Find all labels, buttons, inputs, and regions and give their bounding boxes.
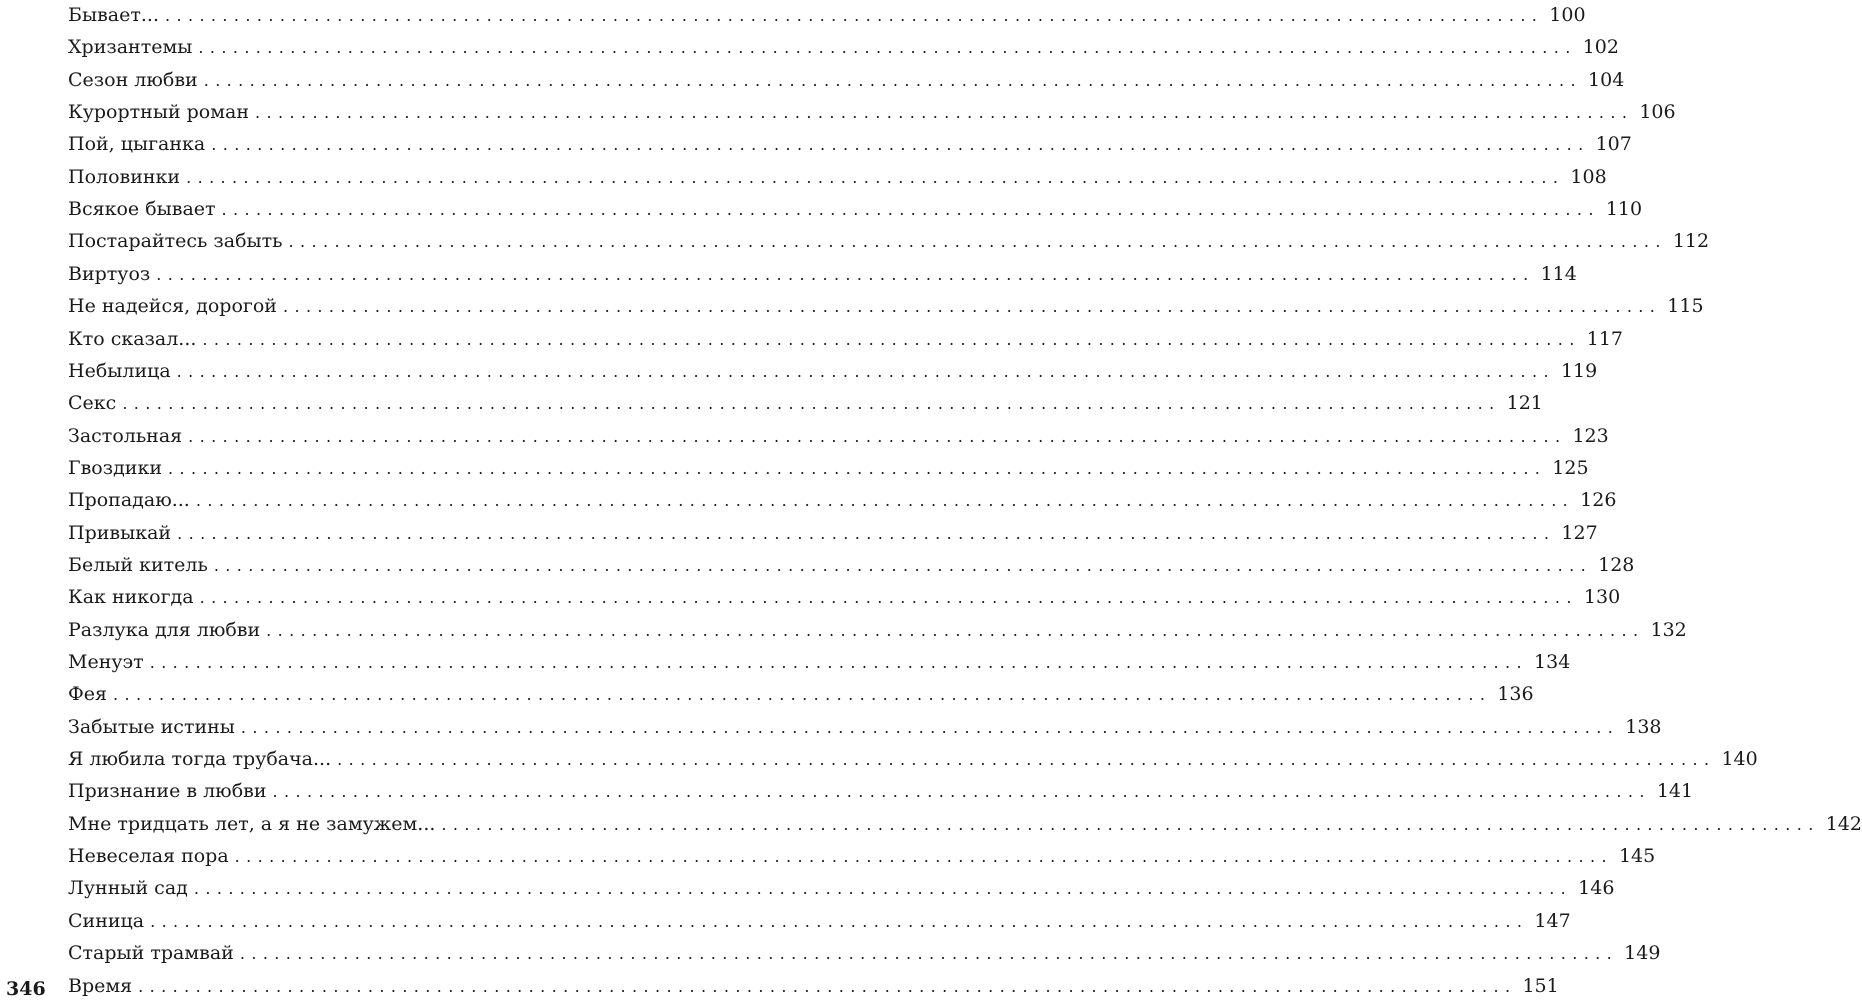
toc-entry-page: 134	[1534, 651, 1571, 673]
toc-entry-page: 121	[1506, 392, 1543, 415]
toc-entry-page: 123	[1572, 424, 1609, 447]
toc-entry-page: 147	[1534, 909, 1571, 932]
toc-entry-title: Курортный роман	[68, 101, 250, 124]
toc-entry-title: Время	[68, 974, 133, 997]
toc-entry	[68, 743, 1758, 775]
toc-entry	[68, 581, 1621, 613]
toc-entry-page: 107	[1595, 133, 1632, 156]
toc-entry	[68, 258, 1577, 290]
dot-leader: ........................................................................................................................	[203, 70, 1583, 90]
dot-leader: ........................................................................................................................	[266, 620, 1645, 640]
toc-entry-title: Признание в любви	[68, 780, 267, 803]
toc-entry	[68, 937, 1661, 969]
toc-entry-title: Всякое бывает	[68, 198, 216, 221]
toc-entry	[68, 484, 1617, 516]
dot-leader: ........................................................................................................................	[156, 264, 1535, 284]
toc-entry-page: 125	[1552, 456, 1589, 479]
toc-entry	[68, 225, 1710, 257]
toc-entry-title: Пропадаю...	[68, 489, 190, 512]
toc-entry-page: 138	[1625, 715, 1662, 738]
dot-leader: ........................................................................................................................	[167, 458, 1547, 478]
toc-entry-title: Виртуоз	[68, 262, 151, 285]
toc-entry-page: 140	[1721, 748, 1758, 771]
dot-leader: ........................................................................................................................	[176, 361, 1555, 381]
toc-entry-title: Менуэт	[68, 651, 144, 673]
toc-entry-title: Я любила тогда трубача...	[68, 748, 332, 771]
toc-entry	[68, 775, 1694, 807]
toc-entry	[68, 549, 1635, 581]
toc-entry	[68, 64, 1625, 96]
toc-entry-page: 106	[1639, 101, 1676, 124]
dot-leader: ........................................................................................................................	[221, 200, 1600, 220]
toc-entry-title: Сезон любви	[68, 68, 198, 91]
toc-entry-page: 102	[1582, 36, 1619, 59]
toc-entry-title: Лунный сад	[68, 877, 188, 900]
toc-entry-page: 127	[1561, 521, 1598, 544]
toc-entry	[68, 872, 1615, 904]
dot-leader: ........................................................................................................................	[177, 523, 1556, 543]
toc-entry-title: Белый китель	[68, 553, 208, 576]
dot-leader: ........................................................................................................................	[288, 232, 1667, 252]
dot-leader: ........................................................................................................................	[188, 426, 1567, 446]
toc-entry-page: 128	[1598, 553, 1635, 576]
toc-entry-title: Половинки	[68, 165, 181, 188]
toc-entry	[68, 323, 1623, 355]
toc-entry-title: Привыкай	[68, 521, 172, 544]
dot-leader: ........................................................................................................................	[199, 588, 1578, 608]
dot-leader: ........................................................................................................................	[213, 555, 1593, 575]
toc-entry	[68, 420, 1609, 452]
dot-leader: ........................................................................................................................	[211, 135, 1590, 155]
toc-entry	[68, 161, 1607, 193]
toc-entry-page: 104	[1588, 68, 1625, 91]
toc-entry-page: 114	[1540, 262, 1577, 285]
dot-leader: ........................................................................................................................	[150, 911, 1529, 931]
toc-entry-title: Кто сказал...	[68, 327, 197, 350]
dot-leader: ........................................................................................................................	[193, 879, 1573, 899]
toc-entry-title: Невеселая пора	[68, 845, 229, 868]
dot-leader: ........................................................................................................................	[337, 750, 1716, 770]
toc-entry-page: 117	[1586, 327, 1623, 350]
toc-entry-page: 100	[1549, 4, 1586, 26]
toc-entry	[68, 290, 1704, 322]
dot-leader: ........................................................................................................................	[240, 717, 1620, 737]
toc-entry-title: Постарайтесь забыть	[68, 230, 283, 253]
toc-entry-page: 151	[1522, 974, 1559, 997]
dot-leader: ........................................................................................................................	[122, 394, 1501, 414]
toc-entry-title: Не надейся, дорогой	[68, 295, 277, 318]
page-number: 346	[6, 978, 46, 1000]
toc-entry	[68, 678, 1534, 710]
dot-leader: ........................................................................................................................	[234, 847, 1613, 867]
toc-entry-page: 115	[1667, 295, 1704, 318]
toc-entry	[68, 840, 1656, 872]
dot-leader: ........................................................................................................................	[441, 814, 1820, 834]
toc-entry-page: 136	[1497, 683, 1534, 706]
toc-entry	[68, 711, 1662, 743]
toc-entry-page: 132	[1650, 618, 1687, 641]
dot-leader: ........................................................................................................................	[113, 685, 1492, 705]
toc-entry	[68, 970, 1559, 1002]
toc-entry-title: Гвоздики	[68, 456, 162, 479]
toc-entry-title: Забытые истины	[68, 715, 235, 738]
toc-entry-page: 130	[1583, 586, 1621, 609]
toc-entry-page: 142	[1825, 812, 1862, 835]
dot-leader: ........................................................................................................................	[255, 103, 1634, 123]
toc-entry-page: 146	[1578, 877, 1615, 900]
toc-entry	[68, 31, 1619, 63]
dot-leader: ........................................................................................................................	[202, 329, 1581, 349]
dot-leader: ........................................................................................................................	[239, 944, 1619, 964]
toc-entry	[68, 96, 1676, 128]
toc-entry-page: 119	[1560, 359, 1598, 382]
toc-entry-title: Застольная	[68, 424, 183, 447]
dot-leader: ........................................................................................................................	[282, 297, 1662, 317]
toc-entry	[68, 0, 1586, 31]
toc-entry-page: 141	[1656, 780, 1694, 803]
toc-entry-title: Старый трамвай	[68, 942, 234, 965]
dot-leader: ........................................................................................................................	[164, 6, 1544, 25]
toc-entry-page: 110	[1605, 198, 1643, 221]
dot-leader: ........................................................................................................................	[138, 976, 1517, 996]
dot-leader: ........................................................................................................................	[149, 653, 1529, 672]
toc-entry-title: Пой, цыганка	[68, 133, 206, 156]
dot-leader: ........................................................................................................................	[186, 167, 1565, 187]
toc-entry	[68, 193, 1643, 225]
toc-entry-title: Небылица	[68, 359, 171, 382]
toc-entry-page: 149	[1624, 942, 1661, 965]
toc-entry	[68, 614, 1687, 646]
dot-leader: ........................................................................................................................	[195, 491, 1575, 511]
toc-entry-title: Фея	[68, 683, 108, 706]
toc-entry	[68, 808, 1862, 840]
toc-entry	[68, 387, 1543, 419]
toc-entry	[68, 517, 1598, 549]
toc-entry-title: Мне тридцать лет, а я не замужем...	[68, 812, 436, 835]
toc-entry-title: Секс	[68, 392, 117, 415]
toc-entry-title: Бывает...	[68, 4, 159, 26]
toc-entry-title: Синица	[68, 909, 145, 932]
dot-leader: ........................................................................................................................	[198, 38, 1577, 58]
toc-entry-page: 126	[1580, 489, 1617, 512]
toc-entry-title: Как никогда	[68, 586, 194, 609]
toc-entry	[68, 646, 1571, 678]
dot-leader: ........................................................................................................................	[272, 782, 1651, 802]
toc-entry-title: Хризантемы	[68, 36, 193, 59]
toc-entry	[68, 452, 1589, 484]
toc-entry	[68, 128, 1632, 160]
toc-entry-page: 145	[1618, 845, 1656, 868]
toc-entry-page: 112	[1672, 230, 1710, 253]
toc-entry	[68, 905, 1571, 937]
toc-entry	[68, 355, 1598, 387]
toc-entry-title: Разлука для любви	[68, 618, 261, 641]
toc-entry-page: 108	[1570, 165, 1607, 188]
